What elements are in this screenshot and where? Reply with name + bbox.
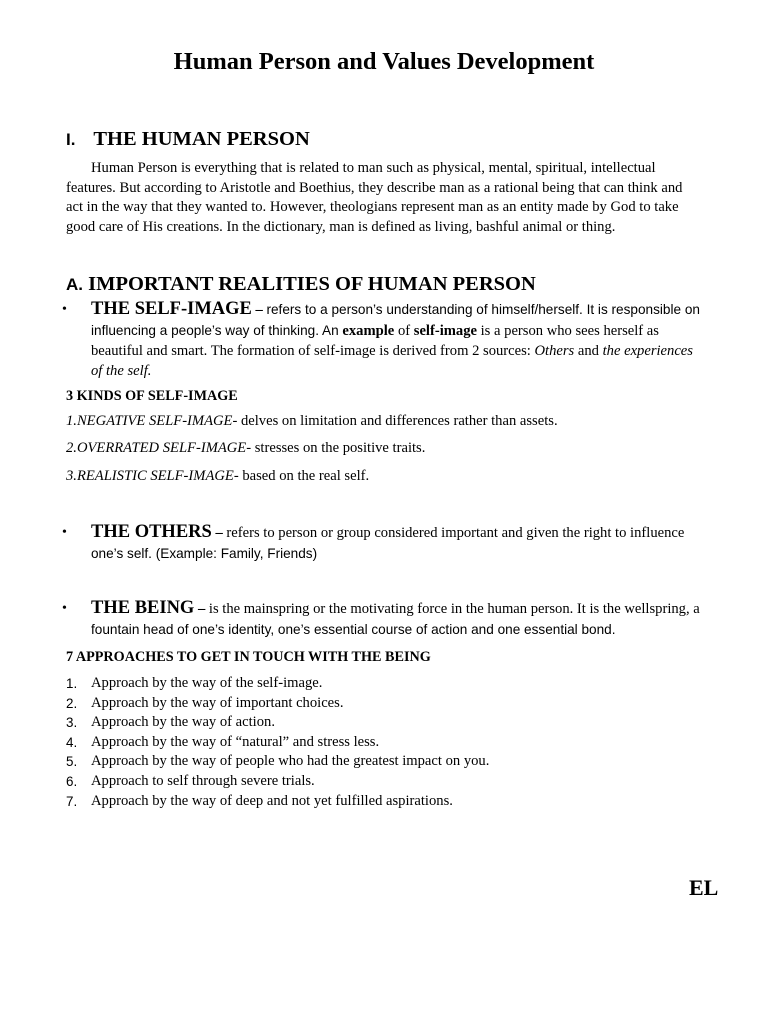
text-run: of (394, 323, 414, 339)
list-text: Approach by the way of important choices. (91, 694, 344, 711)
italic-term: Others (534, 343, 575, 359)
being-term: THE BEING (91, 598, 195, 618)
self-image-line-1 (91, 298, 731, 321)
paragraph-line: act in the way that they wanted to. However, theologians represent man as an entity made by God to take (66, 199, 679, 216)
kind-item (66, 467, 369, 485)
kind-name: 2.OVERRATED SELF-IMAGE (66, 440, 247, 456)
section-title: THE HUMAN PERSON (93, 128, 310, 150)
bullet-dot: • (62, 601, 67, 616)
kind-item (66, 412, 558, 430)
being-line-2: fountain head of one’s identity, one’s essential course of action and one essential bond. (91, 622, 616, 637)
approaches-heading: 7 APPROACHES TO GET IN TOUCH WITH THE BEING (66, 649, 431, 665)
list-text: Approach by the way of action. (91, 714, 275, 731)
list-text: Approach by the way of “natural” and stress less. (91, 733, 380, 750)
list-item (0, 694, 768, 714)
kind-name: 1.NEGATIVE SELF-IMAGE (66, 413, 233, 429)
kind-item (66, 439, 425, 457)
kind-desc: - based on the real self. (233, 468, 370, 484)
self-image-line-4 (91, 361, 731, 381)
list-item (0, 733, 768, 753)
self-image-line-2 (91, 321, 731, 341)
section-title: IMPORTANT REALITIES OF HUMAN PERSON (88, 273, 536, 295)
paragraph-line: good care of His creations. In the dictionary, man is defined as living, bashful animal or thing. (66, 218, 616, 235)
bold-term: self-image (413, 323, 477, 339)
bullet-self-image (91, 298, 731, 381)
list-number: 4. (66, 734, 78, 750)
list-number: 2. (66, 695, 78, 711)
list-item (0, 674, 768, 694)
section-letter: A. (66, 275, 83, 294)
dash: – (251, 302, 267, 318)
approaches-list (0, 674, 768, 811)
paragraph-line: Human Person is everything that is related to man such as physical, mental, spiritual, intellectual (91, 160, 656, 176)
list-item (0, 772, 768, 792)
list-number: 1. (66, 676, 78, 691)
list-item (0, 792, 768, 812)
self-image-line-3 (91, 341, 731, 361)
kind-desc: - delves on limitation and differences rather than assets. (232, 413, 558, 429)
list-text: Approach by the way of people who had the greatest impact on you. (91, 753, 490, 770)
others-definition: refers to person or group considered important and given the right to influence (226, 525, 685, 541)
self-image-definition: refers to a person’s understanding of himself/herself. It is responsible on (266, 302, 700, 317)
dash: – (194, 601, 209, 617)
dash: – (211, 525, 227, 541)
list-number: 7. (66, 793, 78, 809)
text-run: is a person who sees herself as (476, 323, 659, 339)
italic-term: the experiences (602, 343, 693, 359)
kind-name: 3.REALISTIC SELF-IMAGE (66, 468, 234, 484)
others-line-1 (91, 521, 731, 544)
others-line-2: one’s self. (Example: Family, Friends) (91, 546, 318, 561)
page-title: Human Person and Values Development (173, 48, 595, 75)
kinds-heading: 3 KINDS OF SELF-IMAGE (66, 388, 238, 404)
being-line-1 (91, 597, 731, 620)
section-heading-important-realities (66, 271, 536, 298)
list-item (0, 713, 768, 733)
bullet-others (91, 521, 731, 564)
italic-term: of the self. (91, 363, 152, 379)
list-number: 3. (66, 715, 78, 731)
human-person-paragraph (66, 159, 716, 237)
bullet-being (91, 597, 731, 640)
section-number: I. (66, 130, 76, 149)
bullet-dot: • (62, 525, 67, 540)
self-image-term: THE SELF-IMAGE (91, 299, 252, 319)
list-number: 6. (66, 773, 78, 789)
paragraph-line: features. But according to Aristotle and Boethius, they describe man as a rational being that can think and (66, 179, 683, 196)
text-run: influencing a people’s way of thinking. An (91, 323, 343, 338)
list-number: 5. (66, 754, 78, 770)
list-text: Approach by the way of the self-image. (91, 675, 323, 691)
text-run: beautiful and smart. The formation of self-image is derived from 2 sources: (91, 343, 535, 359)
list-text: Approach by the way of deep and not yet fulfilled aspirations. (91, 792, 453, 809)
others-term: THE OTHERS (91, 522, 212, 542)
text-run: and (574, 343, 603, 359)
section-heading-human-person (66, 126, 310, 153)
list-text: Approach to self through severe trials. (91, 772, 315, 789)
footer-initials: EL (689, 875, 719, 900)
bold-term: example (342, 323, 395, 339)
kind-desc: - stresses on the positive traits. (246, 440, 426, 456)
bullet-dot: • (62, 302, 67, 317)
being-definition: is the mainspring or the motivating force in the human person. It is the wellspring, a (208, 601, 700, 617)
list-item (0, 752, 768, 772)
